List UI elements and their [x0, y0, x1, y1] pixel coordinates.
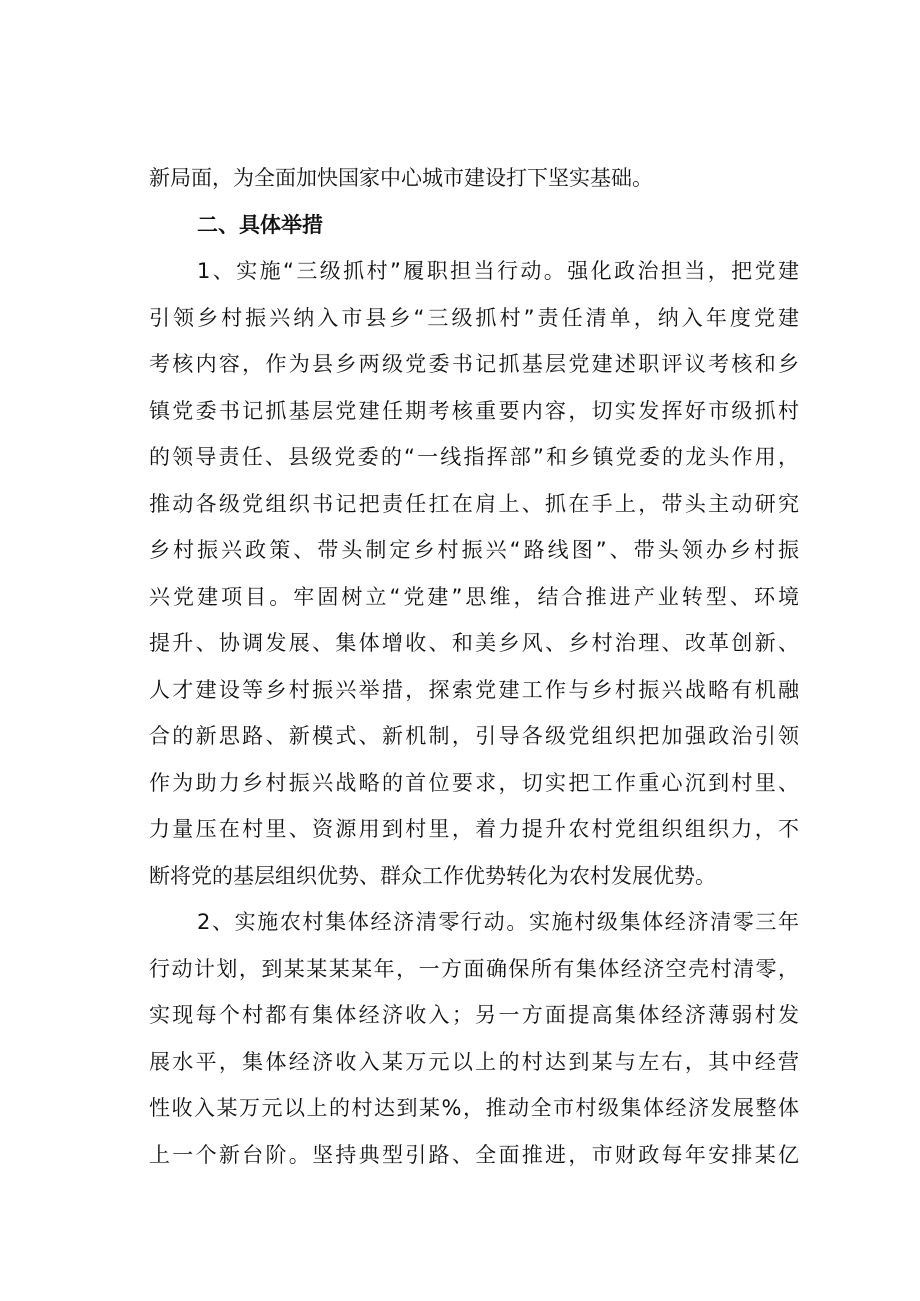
paragraph-line: 实现每个村都有集体经济收入；另一方面提高集体经济薄弱村发 [149, 1003, 799, 1027]
paragraph-line: 行动计划，到某某某某年，一方面确保所有集体经济空壳村清零， [149, 956, 799, 981]
paragraph-line: 性收入某万元以上的村达到某%，推动全市村级集体经济发展整体 [149, 1096, 799, 1120]
paragraph-line: 合的新思路、新模式、新机制，引导各级党组织把加强政治引领 [149, 724, 799, 748]
paragraph-line: 1、实施“三级抓村”履职担当行动。强化政治担当，把党建 [197, 259, 799, 283]
paragraph-line: 引领乡村振兴纳入市县乡“三级抓村”责任清单，纳入年度党建 [149, 305, 799, 330]
paragraph-line: 推动各级党组织书记把责任扛在肩上、抓在手上，带头主动研究 [149, 491, 799, 516]
paragraph-line: 镇党委书记抓基层党建任期考核重要内容，切实发挥好市级抓村 [149, 398, 799, 423]
paragraph-line: 兴党建项目。牢固树立“党建”思维，结合推进产业转型、环境 [149, 584, 799, 609]
paragraph-line: 人才建设等乡村振兴举措，探索党建工作与乡村振兴战略有机融 [149, 677, 799, 702]
paragraph-line: 展水平，集体经济收入某万元以上的村达到某与左右，其中经营 [149, 1049, 799, 1074]
paragraph-line: 上一个新台阶。坚持典型引路、全面推进，市财政每年安排某亿 [149, 1142, 799, 1167]
paragraph-line: 新局面，为全面加快国家中心城市建设打下坚实基础。 [149, 166, 653, 190]
paragraph-line: 考核内容，作为县乡两级党委书记抓基层党建述职评议考核和乡 [149, 352, 799, 376]
paragraph-line: 作为助力乡村振兴战略的首位要求，切实把工作重心沉到村里、 [149, 770, 799, 795]
paragraph-line: 力量压在村里、资源用到村里，着力提升农村党组织组织力，不 [149, 817, 799, 841]
section-heading: 二、具体举措 [197, 212, 323, 237]
paragraph-line: 的领导责任、县级党委的“一线指挥部”和乡镇党委的龙头作用， [149, 445, 799, 469]
paragraph-line: 乡村振兴政策、带头制定乡村振兴“路线图”、带头领办乡村振 [149, 538, 799, 562]
paragraph-line: 断将党的基层组织优势、群众工作优势转化为农村发展优势。 [149, 863, 716, 888]
paragraph-line: 2、实施农村集体经济清零行动。实施村级集体经济清零三年 [197, 910, 799, 934]
document-body [149, 155, 799, 1178]
paragraph-line: 提升、协调发展、集体增收、和美乡风、乡村治理、改革创新、 [149, 631, 799, 655]
